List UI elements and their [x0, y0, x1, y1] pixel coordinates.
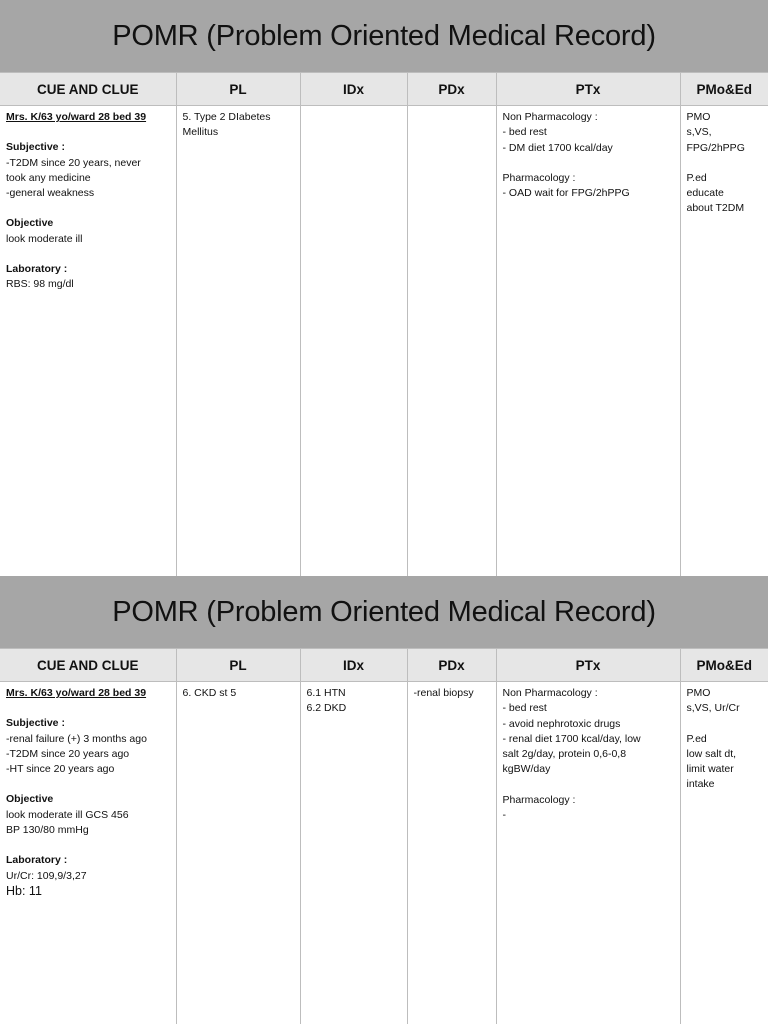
- pomr-table: [0, 648, 768, 1024]
- ped-line: intake: [686, 778, 715, 791]
- laboratory-line: Ur/Cr: 109,9/3,27: [6, 869, 87, 882]
- table-row: [0, 682, 768, 1024]
- slide-2: [0, 576, 768, 1024]
- col-header-pmo-ed: PMo&Ed: [680, 73, 768, 106]
- subjective-line: -T2DM since 20 years, never: [6, 156, 141, 169]
- subjective-line: took any medicine: [6, 171, 91, 184]
- idx-cell: [300, 682, 407, 1024]
- ped-line: educate: [686, 187, 724, 200]
- col-header-cue-and-clue: CUE AND CLUE: [0, 73, 176, 106]
- ptx-pharm-label: Pharmacology :: [502, 171, 576, 184]
- col-header-ptx: PTx: [496, 649, 680, 682]
- subjective-line: -renal failure (+) 3 months ago: [6, 732, 147, 745]
- col-header-cue-and-clue: CUE AND CLUE: [0, 649, 176, 682]
- ptx-line: - bed rest: [502, 702, 547, 715]
- ptx-nonpharm-label: Non Pharmacology :: [502, 111, 598, 123]
- col-header-pl: PL: [176, 649, 300, 682]
- idx-line: 6.1 HTN: [306, 687, 346, 699]
- header-row: [0, 649, 768, 682]
- problem-line: 5. Type 2 DIabetes: [182, 111, 271, 123]
- pmo-line: FPG/2hPPG: [686, 141, 745, 154]
- ptx-line: kgBW/day: [502, 763, 551, 776]
- header-row: [0, 73, 768, 106]
- ped-line: low salt dt,: [686, 747, 737, 760]
- problem-line: Mellitus: [182, 126, 219, 139]
- ped-label: P.ed: [686, 171, 707, 184]
- ptx-line: -: [502, 809, 506, 822]
- problem-line: 6. CKD st 5: [182, 687, 237, 699]
- col-header-pl: PL: [176, 73, 300, 106]
- ptx-nonpharm-label: Non Pharmacology :: [502, 687, 598, 699]
- ptx-line: - avoid nephrotoxic drugs: [502, 717, 621, 730]
- subjective-label: Subjective :: [6, 141, 65, 154]
- idx-line: 6.2 DKD: [306, 702, 347, 715]
- col-header-idx: IDx: [300, 73, 407, 106]
- col-header-ptx: PTx: [496, 73, 680, 106]
- objective-line: look moderate ill: [6, 232, 83, 245]
- objective-label: Objective: [6, 793, 54, 806]
- laboratory-line: RBS: 98 mg/dl: [6, 278, 74, 291]
- ptx-line: salt 2g/day, protein 0,6-0,8: [502, 748, 627, 761]
- pdx-cell: [407, 106, 496, 577]
- pmo-label: PMO: [686, 687, 711, 699]
- pdx-cell: [407, 682, 496, 1024]
- pomr-table: [0, 72, 768, 576]
- laboratory-label: Laboratory :: [6, 263, 68, 276]
- table-row: [0, 106, 768, 577]
- objective-label: Objective: [6, 217, 54, 230]
- slide-title: POMR (Problem Oriented Medical Record): [112, 19, 656, 52]
- title-bar: [0, 576, 768, 648]
- idx-cell: [300, 106, 407, 577]
- pmo-label: PMO: [686, 111, 711, 123]
- ped-line: about T2DM: [686, 202, 745, 215]
- patient-info: Mrs. K/63 yo/ward 28 bed 39: [6, 687, 147, 699]
- pmo-ed-cell: [680, 106, 768, 577]
- pl-cell: [176, 682, 300, 1024]
- cue-and-clue-cell: [0, 682, 176, 1024]
- pdx-line: -renal biopsy: [413, 687, 474, 699]
- subjective-line: -general weakness: [6, 187, 95, 200]
- ptx-cell: [496, 106, 680, 577]
- pmo-ed-cell: [680, 682, 768, 1024]
- subjective-line: -T2DM since 20 years ago: [6, 747, 130, 760]
- subjective-label: Subjective :: [6, 717, 65, 730]
- ptx-line: - DM diet 1700 kcal/day: [502, 141, 613, 154]
- col-header-idx: IDx: [300, 649, 407, 682]
- ptx-cell: [496, 682, 680, 1024]
- ptx-line: - OAD wait for FPG/2hPPG: [502, 187, 630, 200]
- col-header-pmo-ed: PMo&Ed: [680, 649, 768, 682]
- ptx-line: - renal diet 1700 kcal/day, low: [502, 732, 641, 745]
- cue-and-clue-cell: [0, 106, 176, 577]
- objective-line: BP 130/80 mmHg: [6, 824, 89, 837]
- ped-label: P.ed: [686, 732, 707, 745]
- ped-line: limit water: [686, 763, 734, 776]
- pmo-line: s,VS,: [686, 126, 712, 139]
- pl-cell: [176, 106, 300, 577]
- hb-value: Hb: 11: [6, 883, 42, 898]
- subjective-line: -HT since 20 years ago: [6, 763, 115, 776]
- laboratory-label: Laboratory :: [6, 854, 68, 867]
- col-header-pdx: PDx: [407, 649, 496, 682]
- ptx-pharm-label: Pharmacology :: [502, 793, 576, 806]
- title-bar: [0, 0, 768, 72]
- patient-info: Mrs. K/63 yo/ward 28 bed 39: [6, 111, 147, 123]
- pmo-line: s,VS, Ur/Cr: [686, 702, 740, 715]
- objective-line: look moderate ill GCS 456: [6, 808, 129, 821]
- ptx-line: - bed rest: [502, 126, 547, 139]
- col-header-pdx: PDx: [407, 73, 496, 106]
- slide-title: POMR (Problem Oriented Medical Record): [112, 595, 656, 628]
